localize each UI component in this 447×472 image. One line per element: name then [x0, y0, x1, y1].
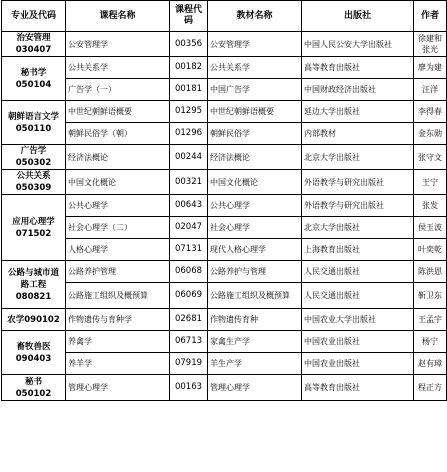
author: 张守文	[414, 145, 447, 170]
author: 王孟宇	[414, 309, 447, 331]
course-name: 社会心理学（二）	[66, 217, 170, 239]
table-row	[2, 123, 447, 145]
course-name: 公路养护管理	[66, 261, 170, 283]
table-row	[2, 331, 447, 353]
major-cell	[2, 32, 66, 57]
author: 汪洋	[414, 79, 447, 101]
course-code: 01295	[170, 101, 208, 123]
table-row	[2, 375, 447, 401]
publisher: 中国财政经济出版社	[302, 79, 414, 101]
publisher: 高等教育出版社	[302, 57, 414, 79]
course-name: 作物遗传与育种学	[66, 309, 170, 331]
major-cell	[2, 261, 66, 309]
course-name: 养羊学	[66, 353, 170, 375]
table-row	[2, 217, 447, 239]
course-code: 00356	[170, 32, 208, 57]
author: 陈洪恩	[414, 261, 447, 283]
author: 廖为建	[414, 57, 447, 79]
author: 张发	[414, 195, 447, 217]
major-name: 秘书学	[20, 67, 47, 78]
table-row	[2, 309, 447, 331]
major-code: 050110	[15, 123, 52, 134]
textbook-name: 朝鲜民俗学	[208, 123, 302, 145]
major-code: 090403	[15, 353, 52, 364]
author: 赵有璋	[414, 353, 447, 375]
author: 徐建和张光	[414, 32, 447, 57]
table-row	[2, 170, 447, 195]
course-code: 06069	[170, 283, 208, 309]
course-name: 管理心理学	[66, 375, 170, 401]
publisher: 内部教材	[302, 123, 414, 145]
publisher: 北京大学出版社	[302, 145, 414, 170]
publisher: 中国农业出版社	[302, 331, 414, 353]
course-code: 02681	[170, 309, 208, 331]
major-cell	[2, 331, 66, 375]
publisher: 外语教学与研究出版社	[302, 170, 414, 195]
major-cell	[2, 170, 66, 195]
publisher: 延边大学出版社	[302, 101, 414, 123]
textbook-name: 公共心理学	[208, 195, 302, 217]
textbook-name: 经济法概论	[208, 145, 302, 170]
major-name: 应用心理学	[12, 216, 55, 227]
major-name: 公共关系	[16, 171, 51, 181]
table-row	[2, 239, 447, 261]
major-code: 050309	[15, 183, 52, 193]
table-row	[2, 261, 447, 283]
major-name: 治安管理	[16, 33, 51, 43]
course-code: 00163	[170, 375, 208, 401]
header-textbook: 教材名称	[208, 1, 302, 32]
table-row	[2, 101, 447, 123]
author: 李得春	[414, 101, 447, 123]
header-author: 作者	[414, 1, 447, 32]
author: 叶奕乾	[414, 239, 447, 261]
course-name: 养禽学	[66, 331, 170, 353]
course-code: 02047	[170, 217, 208, 239]
table-row	[2, 195, 447, 217]
course-code: 00181	[170, 79, 208, 101]
publisher: 人民交通出版社	[302, 261, 414, 283]
course-name: 中世纪朝鲜语概要	[66, 101, 170, 123]
table-row	[2, 283, 447, 309]
course-code: 07131	[170, 239, 208, 261]
major-cell	[2, 57, 66, 101]
textbook-name: 公路施工组织及概预算	[208, 283, 302, 309]
major-name: 朝鲜语言文学	[7, 111, 59, 122]
major-code: 050302	[15, 158, 52, 168]
publisher: 中国人民公安大学出版社	[302, 32, 414, 57]
course-code: 06713	[170, 331, 208, 353]
textbook-name: 公安管理学	[208, 32, 302, 57]
textbook-name: 管理心理学	[208, 375, 302, 401]
publisher: 中国农业大学出版社	[302, 309, 414, 331]
major-name: 畜牧兽医	[16, 341, 51, 352]
header-course-name: 课程名称	[66, 1, 170, 32]
major-code: 090102	[24, 314, 60, 325]
course-name: 公路施工组织及概预算	[66, 283, 170, 309]
course-name: 人格心理学	[66, 239, 170, 261]
course-name: 公安管理学	[66, 32, 170, 57]
textbook-name: 中世纪朝鲜语概要	[208, 101, 302, 123]
author: 侯玉波	[414, 217, 447, 239]
major-code: 071502	[15, 228, 52, 239]
table-row	[2, 145, 447, 170]
author: 杨宁	[414, 331, 447, 353]
header-major: 专业及代码	[2, 1, 66, 32]
publisher: 外语教学与研究出版社	[302, 195, 414, 217]
textbook-name: 中国文化概论	[208, 170, 302, 195]
major-cell	[2, 375, 66, 401]
author: 金东勋	[414, 123, 447, 145]
header-publisher: 出版社	[302, 1, 414, 32]
major-name: 秘书	[24, 376, 42, 387]
textbook-name: 公路养护与管理	[208, 261, 302, 283]
publisher: 北京大学出版社	[302, 217, 414, 239]
course-name: 中国文化概论	[66, 170, 170, 195]
course-name: 经济法概论	[66, 145, 170, 170]
textbook-name: 社会心理学	[208, 217, 302, 239]
course-code: 07919	[170, 353, 208, 375]
table-row	[2, 32, 447, 57]
course-code: 00321	[170, 170, 208, 195]
course-name: 朝鲜民俗学（朝）	[66, 123, 170, 145]
major-name: 农学	[7, 314, 25, 325]
header-row	[2, 1, 447, 32]
textbook-name: 作物遗传育种	[208, 309, 302, 331]
textbook-name: 羊生产学	[208, 353, 302, 375]
major-code: 050102	[15, 388, 52, 399]
author: 靳卫东	[414, 283, 447, 309]
major-cell	[2, 309, 66, 331]
major-name: 公路与城市道路工程	[7, 267, 59, 290]
major-cell	[2, 101, 66, 145]
course-code: 01296	[170, 123, 208, 145]
course-name: 广告学（一）	[66, 79, 170, 101]
textbook-name: 家禽生产学	[208, 331, 302, 353]
header-course-code: 课程代码	[170, 1, 208, 32]
major-code: 030407	[15, 45, 52, 55]
author: 王宁	[414, 170, 447, 195]
course-code: 00244	[170, 145, 208, 170]
major-cell	[2, 145, 66, 170]
major-code: 080821	[15, 291, 52, 302]
textbook-name: 公共关系学	[208, 57, 302, 79]
publisher: 人民交通出版社	[302, 283, 414, 309]
course-name: 公共关系学	[66, 57, 170, 79]
course-code: 00643	[170, 195, 208, 217]
publisher: 中国农业出版社	[302, 353, 414, 375]
course-code: 00182	[170, 57, 208, 79]
table-row	[2, 353, 447, 375]
textbook-table	[1, 0, 447, 401]
course-code: 06068	[170, 261, 208, 283]
publisher: 上海教育出版社	[302, 239, 414, 261]
table-row	[2, 57, 447, 79]
table-row	[2, 79, 447, 101]
publisher: 高等教育出版社	[302, 375, 414, 401]
author: 程正方	[414, 375, 447, 401]
textbook-name: 现代人格心理学	[208, 239, 302, 261]
course-name: 公共心理学	[66, 195, 170, 217]
major-code: 050104	[15, 79, 52, 90]
major-cell	[2, 195, 66, 261]
major-name: 广告学	[20, 146, 47, 156]
textbook-name: 中国广告学	[208, 79, 302, 101]
